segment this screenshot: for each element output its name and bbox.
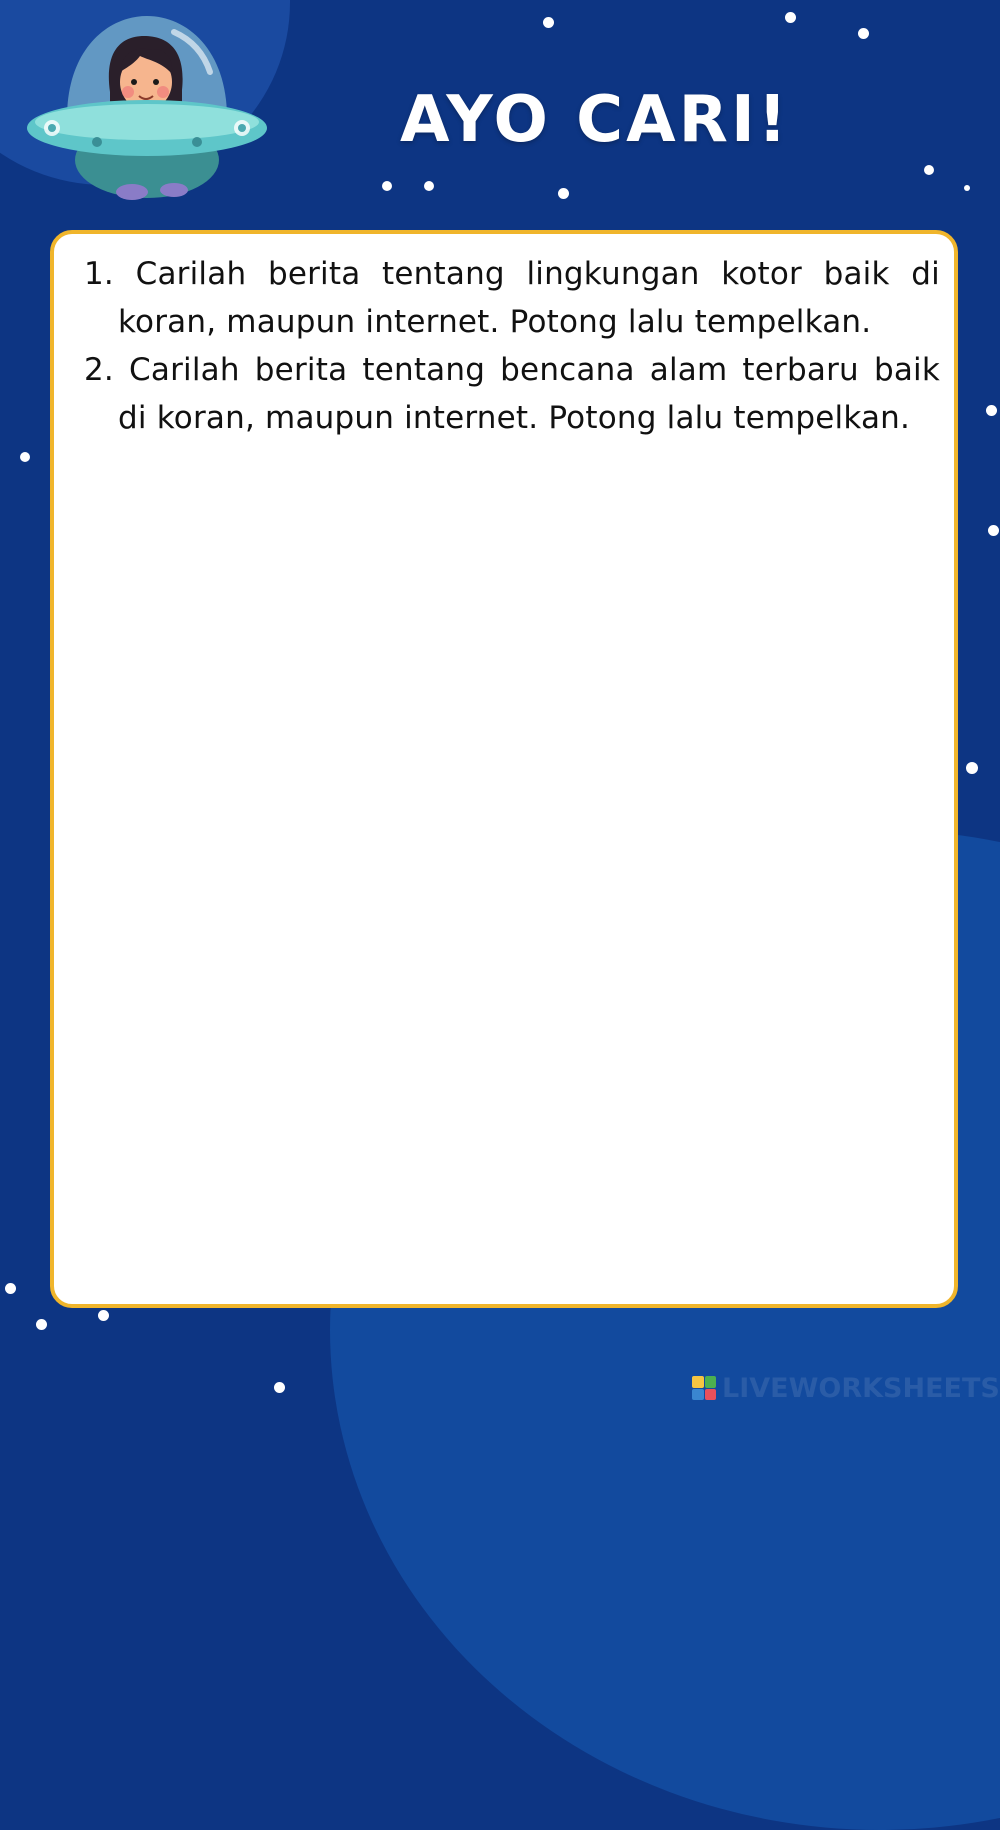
watermark [692,1372,1000,1404]
liveworksheets-logo-icon [692,1376,716,1400]
star [964,185,970,191]
star [5,1283,16,1294]
task-item-1: 1. Carilah berita tentang lingkungan kotor baik di koran, maupun internet. Potong lalu tempelkan. [84,256,940,340]
star [924,165,934,175]
star [20,452,30,462]
star [986,405,997,416]
worksheet-card [50,230,958,1308]
star [382,181,392,191]
task-list [54,234,954,442]
star [988,525,999,536]
star [274,1382,285,1393]
task-item-2: 2. Carilah berita tentang bencana alam terbaru baik di koran, maupun internet. Potong lalu tempelkan. [84,352,940,436]
star [36,1319,47,1330]
page-title: AYO CARI! [400,83,790,157]
star [558,188,569,199]
watermark-text: LIVEWORKSHEETS [722,1372,1000,1404]
star [966,762,978,774]
star [543,17,554,28]
star [98,1310,109,1321]
star [858,28,869,39]
star [785,12,796,23]
star [424,181,434,191]
astronaut-girl-in-ufo-icon [22,10,272,210]
